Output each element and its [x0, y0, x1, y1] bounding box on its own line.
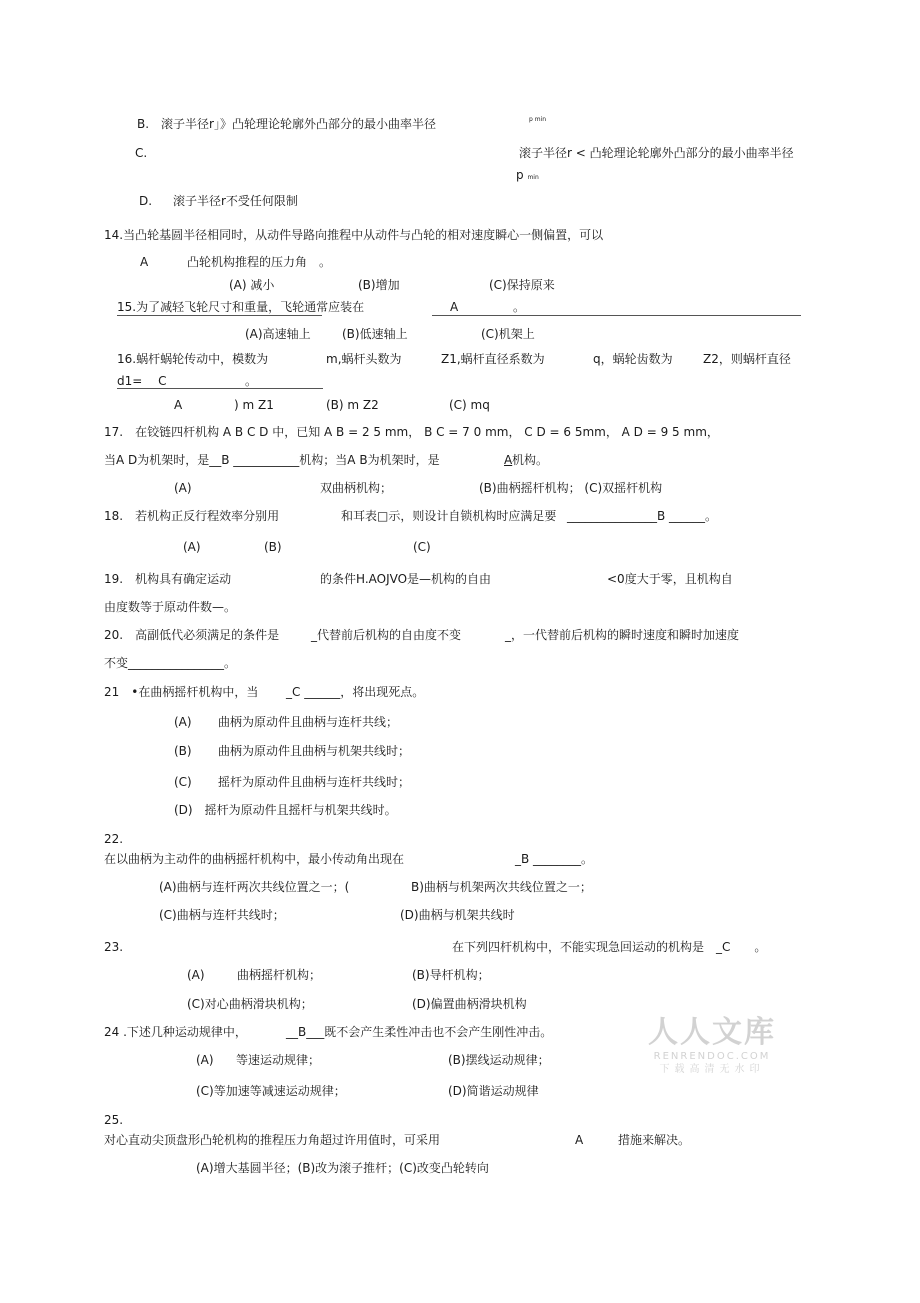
q21-option-b-label: (B)	[174, 744, 192, 758]
q15-option-a: (A)高速轴上	[245, 327, 311, 341]
q15-stem: 15.为了减轻飞轮尺寸和重量，飞轮通常应装在	[117, 300, 365, 314]
q16-option-c: (C) mq	[449, 398, 490, 412]
q21-option-a-text: 曲柄为原动件且曲柄与连杆共线；	[218, 715, 399, 729]
q13-option-b: B. 滚子半径r」》凸轮理论轮廓外凸部分的最小曲率半径	[137, 117, 436, 131]
q21-answer-blank: _C ______，将出现死点。	[286, 685, 425, 699]
watermark	[648, 1016, 776, 1077]
q24-stem-part2: __B___既不会产生柔性冲击也不会产生刚性冲击。	[286, 1025, 553, 1039]
q13-option-c-text: 滚子半径r < 凸轮理论轮廓外凸部分的最小曲率半径	[519, 146, 794, 160]
q14-stem-line2: 凸轮机构推程的压力角 。	[187, 255, 332, 269]
q22-option-a: (A)曲柄与连杆两次共线位置之一；(	[159, 880, 350, 894]
q17-stem-line2-end: 机构。	[512, 453, 549, 467]
q21-option-d: (D) 摇杆为原动件且摇杆与机架共线时。	[174, 803, 397, 817]
q25-number: 25.	[104, 1113, 124, 1127]
q25-stem: 对心直动尖顶盘形凸轮机构的推程压力角超过许用值时，可采用	[104, 1133, 441, 1147]
q18-stem-mid: 和耳表□示，则设计自锁机构时应满足要	[341, 509, 557, 523]
q19-stem-line2: 由度数等于原动件数—。	[104, 600, 237, 614]
q18-answer-blank: _______________B ______。	[567, 509, 718, 523]
q19-stem-part1: 19. 机构具有确定运动	[104, 572, 232, 586]
q23-option-d: (D)偏置曲柄滑块机构	[412, 997, 527, 1011]
q23-option-a-text: 曲柄摇杆机构；	[237, 968, 322, 982]
q16-stem-part3: Z1,蜗杆直径系数为	[441, 352, 545, 366]
q24-option-b: (B)摆线运动规律；	[448, 1053, 550, 1067]
q16-stem-part5: Z2，则蜗杆直径	[703, 352, 791, 366]
q14-answer: A	[140, 255, 149, 269]
q17-option-a-label: (A)	[174, 481, 192, 495]
q16-stem-part2: m,蜗杆头数为	[326, 352, 402, 366]
q23-option-a-label: (A)	[187, 968, 205, 982]
q18-stem: 18. 若机构正反行程效率分别用	[104, 509, 280, 523]
q24-option-d: (D)简谐运动规律	[448, 1084, 539, 1098]
q23-option-c: (C)对心曲柄滑块机构；	[187, 997, 313, 1011]
q22-option-c: (C)曲柄与连杆共线时；	[159, 908, 285, 922]
q16-answer: d1= C	[117, 374, 167, 388]
q19-stem-part2: 的条件H.AOJVO是—机构的自由	[320, 572, 492, 586]
q16-option-b: (B) m Z2	[326, 398, 379, 412]
q13-option-c-label: C.	[135, 146, 148, 160]
q18-option-a: (A)	[183, 540, 201, 554]
q23-stem: 在下列四杆机构中，不能实现急回运动的机构是 _C 。	[452, 940, 767, 954]
q14-stem: 14.当凸轮基圆半径相同时，从动件导路向推程中从动件与凸轮的相对速度瞬心一侧偏置，可以	[104, 228, 604, 242]
q17-option-a-text: 双曲柄机构；	[320, 481, 393, 495]
q21-option-c-text: 摇杆为原动件且曲柄与连杆共线时；	[218, 775, 411, 789]
q25-options: (A)增大基圆半径；(B)改为滚子推杆；(C)改变凸轮转向	[196, 1161, 489, 1175]
q14-option-c: (C)保持原来	[489, 278, 555, 292]
watermark-tagline: 下载高清无水印	[659, 1064, 765, 1075]
q21-option-b-text: 曲柄为原动件且曲柄与机架共线时；	[218, 744, 411, 758]
q15-answer: A	[450, 300, 459, 314]
q20-stem-line2: 不变________________。	[104, 656, 237, 670]
watermark-domain: RENRENDOC.COM	[653, 1051, 771, 1062]
q16-option-a-label: A	[174, 398, 183, 412]
q22-answer-blank: _B ________。	[515, 852, 594, 866]
q17-stem-line2: 当A D为机架时，是__B ___________机构；当A B为机架时，是	[104, 453, 440, 467]
q22-stem: 在以曲柄为主动件的曲柄摇杆机构中，最小传动角出现在	[104, 852, 405, 866]
q21-stem: 21 •在曲柄摇杆机构中，当	[104, 685, 259, 699]
q23-option-b: (B)导杆机构；	[412, 968, 490, 982]
q24-option-a-label: (A)	[196, 1053, 214, 1067]
q23-number: 23.	[104, 940, 124, 954]
q15-stem-underline	[117, 315, 322, 316]
q24-stem-part1: 24 .下述几种运动规律中，	[104, 1025, 247, 1039]
q16-stem-part4: q，蜗轮齿数为	[593, 352, 673, 366]
q17-answer-2: A	[504, 453, 513, 467]
q13-option-c-pmin: p min	[516, 168, 539, 182]
q24-option-c: (C)等加速等减速运动规律；	[196, 1084, 346, 1098]
q16-answer-end: 。	[245, 374, 258, 388]
watermark-title: 人人文库	[648, 1015, 776, 1050]
q16-option-a: ) m Z1	[234, 398, 274, 412]
q16-stem-part1: 16.蜗杆蜗轮传动中，模数为	[117, 352, 269, 366]
q16-answer-underline	[117, 388, 323, 389]
q13-option-b-pmin: p min	[529, 116, 547, 123]
q22-option-d: (D)曲柄与机架共线时	[400, 908, 515, 922]
q14-option-a: (A) 减小	[229, 278, 275, 292]
q18-option-b: (B)	[264, 540, 282, 554]
q20-stem-part1: 20. 高副低代必须满足的条件是	[104, 628, 280, 642]
q20-stem-part2: _代替前后机构的自由度不变	[311, 628, 462, 642]
q13-option-d-label: D.	[139, 194, 153, 208]
q19-stem-part3: <0度大于零，且机构自	[607, 572, 733, 586]
q18-option-c: (C)	[413, 540, 431, 554]
q22-option-b: B)曲柄与机架两次共线位置之一；	[411, 880, 592, 894]
q21-option-a-label: (A)	[174, 715, 192, 729]
q17-options-bc: (B)曲柄摇杆机构； (C)双摇杆机构	[479, 481, 663, 495]
q14-option-b: (B)增加	[358, 278, 400, 292]
q20-stem-part3: _，一代替前后机构的瞬时速度和瞬时加速度	[505, 628, 740, 642]
q21-option-c-label: (C)	[174, 775, 192, 789]
q17-stem: 17. 在铰链四杆机构 A B C D 中，已知 A B = 2 5 mm， B C = 7 0 mm， C D = 6 5mm， A D = 9 5 mm，	[104, 425, 719, 439]
q24-option-a-text: 等速运动规律；	[236, 1053, 321, 1067]
q15-stem-end: 。	[513, 300, 526, 314]
q15-option-b: (B)低速轴上	[342, 327, 408, 341]
q25-stem-end: 措施来解决。	[618, 1133, 691, 1147]
q13-option-d-text: 滚子半径r不受任何限制	[173, 194, 298, 208]
q22-number: 22.	[104, 832, 124, 846]
q15-answer-underline	[432, 315, 801, 316]
q25-answer: A	[575, 1133, 584, 1147]
q15-option-c: (C)机架上	[481, 327, 535, 341]
